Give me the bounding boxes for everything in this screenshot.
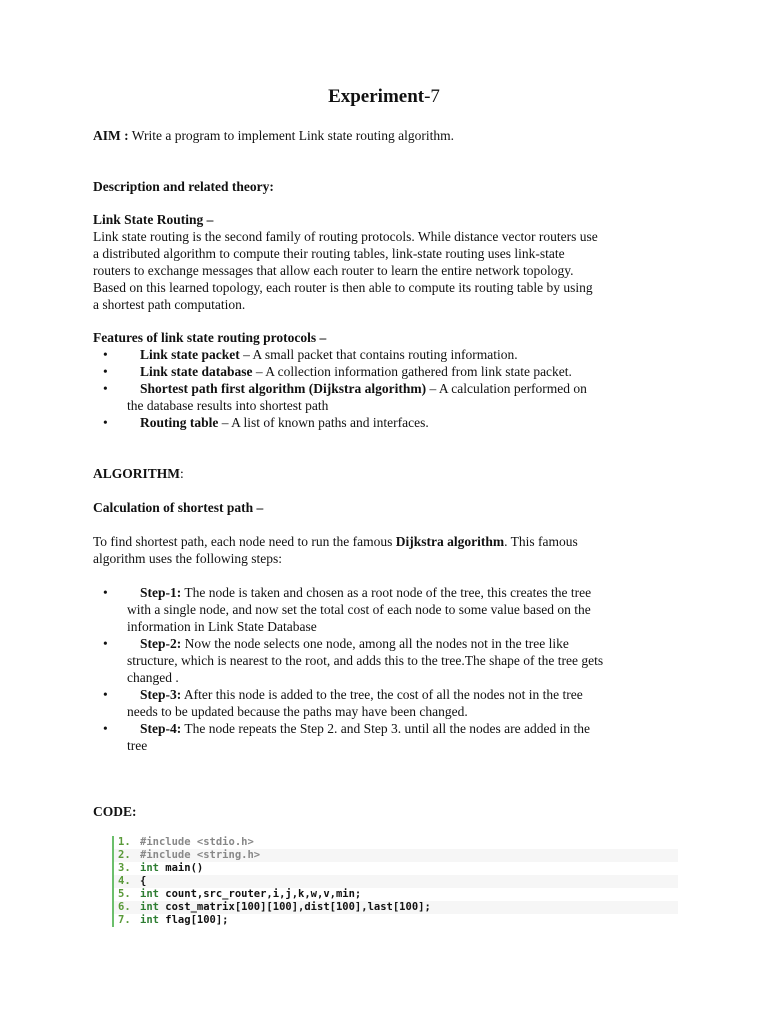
calc-heading: Calculation of shortest path – [93,500,264,515]
bullet-icon: • [103,636,108,651]
bullet-icon: • [103,687,108,702]
feature-item: • Link state database – A collection information gathered from link state packet. [103,364,572,379]
intro-paragraph: To find shortest path, each node need to run the famous Dijkstra algorithm. This famous algorithm uses the following steps: [93,534,578,566]
features-heading: Features of link state routing protocols – [93,330,327,345]
feature-item: • Link state packet – A small packet that contains routing information. [103,347,518,362]
aim-line [93,127,683,144]
lsr-line: a distributed algorithm to compute their routing tables, link-state routing uses link-state [93,246,565,261]
features-section [93,329,683,431]
code-line: 6. int cost_matrix[100][100],dist[100],last[100]; [114,901,678,914]
step-item: • Step-3: After this node is added to the tree, the cost of all the nodes not in the tree needs to be updated because the paths may have been changed. [103,687,583,719]
code-line: 1. #include <stdio.h> [118,836,254,848]
title-main: Experiment [328,86,425,107]
step-item: • Step-1: The node is taken and chosen as a root node of the tree, this creates the tree with a single node, and now set the total cost of each node to some value based on the information in Link State Database [103,585,592,634]
lsr-line: Based on this learned topology, each router is then able to compute its routing table by using [93,280,593,295]
code-block [112,836,678,927]
aim-label: AIM : [93,128,129,143]
step-item: • Step-2: Now the node selects one node, among all the nodes not in the tree like structure, which is nearest to the root, and adds this to the tree.The shape of the tree gets changed . [103,636,604,685]
code-line: 5. int count,src_router,i,j,k,w,v,min; [118,888,362,900]
code-line: 2. #include <string.h> [114,849,678,862]
feature-item: • Shortest path first algorithm (Dijkstra algorithm) – A calculation performed on the database results into shortest path [103,381,587,413]
steps-list [93,584,683,754]
page-title [0,88,768,105]
algorithm-heading: ALGORITHM: [93,466,184,481]
code-line: 3. int main() [118,862,204,874]
code-heading: CODE: [93,804,137,819]
lsr-line: Link state routing is the second family of routing protocols. While distance vector routers use [93,229,598,244]
title-suffix: -7 [424,86,440,107]
step-item: • Step-4: The node repeats the Step 2. and Step 3. until all the nodes are added in the tree [103,721,591,753]
code-line: 4. { [114,875,678,888]
lsr-line: routers to exchange messages that allow each router to learn the entire network topology. [93,263,574,278]
bullet-icon: • [103,585,108,600]
lsr-line: a shortest path computation. [93,297,246,312]
aim-text: Write a program to implement Link state routing algorithm. [128,128,455,143]
feature-item: • Routing table – A list of known paths and interfaces. [103,415,429,430]
bullet-icon: • [103,415,108,430]
bullet-icon: • [103,364,108,379]
lsr-heading: Link State Routing – [93,212,214,227]
bullet-icon: • [103,347,108,362]
code-line: 7. int flag[100]; [118,914,229,926]
description-heading: Description and related theory: [93,179,274,194]
lsr-section [93,211,683,313]
bullet-icon: • [103,721,108,736]
bullet-icon: • [103,381,108,396]
